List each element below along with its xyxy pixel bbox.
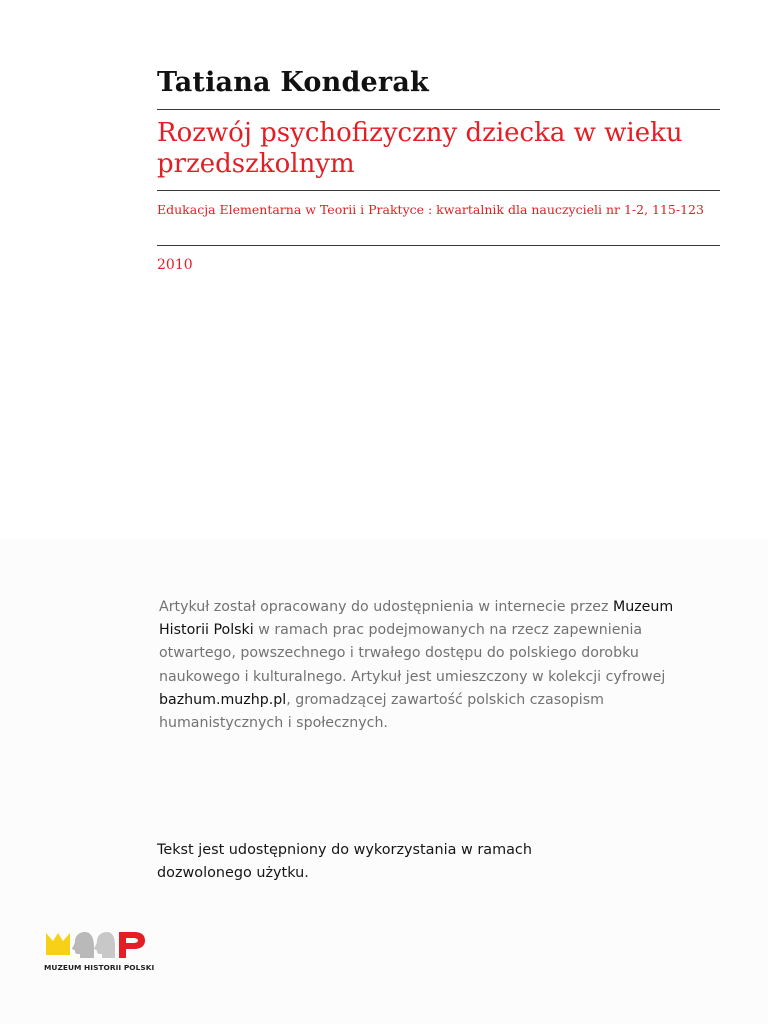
publication-year: 2010 <box>157 257 193 273</box>
profile-silhouette-left <box>72 932 94 958</box>
profile-silhouette-right <box>94 932 115 958</box>
collection-link[interactable]: bazhum.muzhp.pl <box>159 691 287 708</box>
journal-citation: Edukacja Elementarna w Teorii i Praktyce : kwartalnik dla nauczycieli nr 1-2, 115-123 <box>157 202 704 217</box>
info-text-part1: Artykuł został opracowany do udostępnienia w internecie przez <box>159 599 613 615</box>
availability-info <box>159 596 719 735</box>
crown-icon <box>46 933 70 955</box>
divider-author <box>157 109 720 110</box>
museum-name: Muzeum Historii Polski <box>159 599 674 639</box>
article-title: Rozwój psychofizyczny dziecka w wieku przedszkolnym <box>157 118 683 179</box>
logo-caption: MUZEUM HISTORII POLSKI <box>44 963 155 972</box>
author-name: Tatiana Konderak <box>157 67 429 98</box>
divider-title <box>157 190 720 191</box>
divider-journal <box>157 245 720 246</box>
info-text-part2: w ramach prac podejmowanych na rzecz zapewnienia otwartego, powszechnego i trwałego dostępu do polskiego dorobku naukowego i kulturalnego. Artykuł jest umieszczony w kolekcji cyfrowej <box>159 622 666 685</box>
info-text-part3: , gromadzącej zawartość polskich czasopism humanistycznych i społecznych. <box>159 691 604 732</box>
usage-notice: Tekst jest udostępniony do wykorzystania w ramach dozwolonego użytku. <box>157 842 532 881</box>
letter-p-icon <box>119 932 145 958</box>
